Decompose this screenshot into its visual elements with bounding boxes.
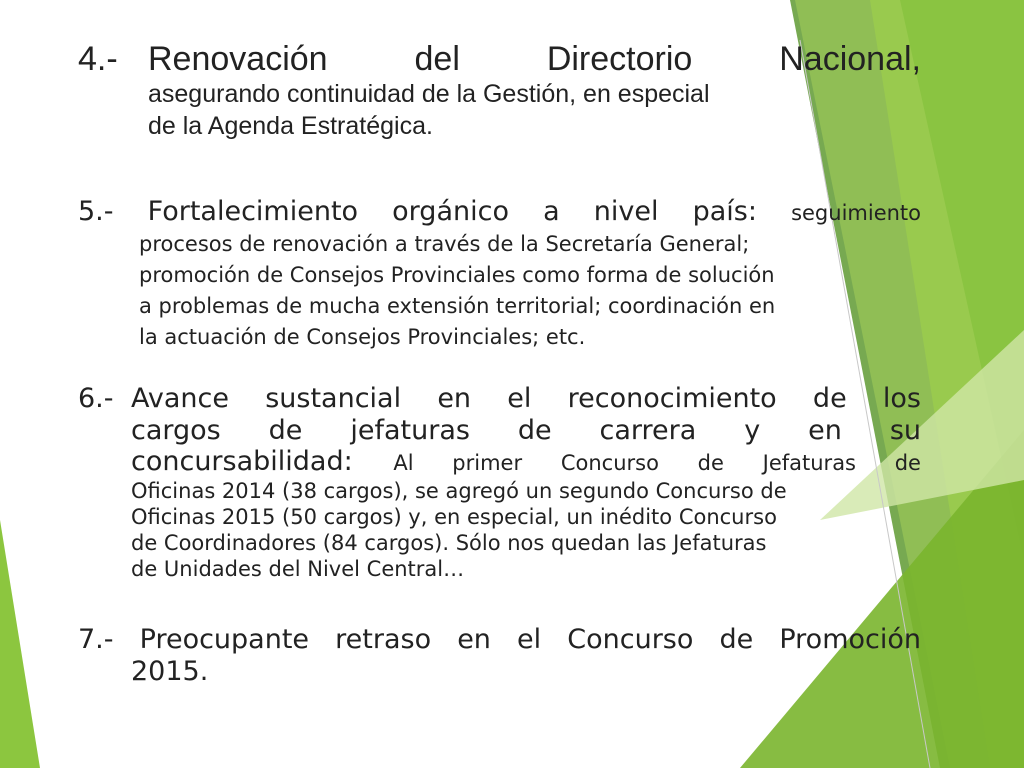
item-5-lead: Fortalecimiento orgánico a nivel país: — [147, 196, 757, 227]
item-4-number: 4.- — [78, 40, 118, 78]
item-6-line: de Coordinadores (84 cargos). Sólo nos quedan las Jefaturas — [131, 531, 767, 555]
item-7-text: Preocupante retraso en el Concurso de Promoción — [139, 624, 921, 655]
item-6-mixed-line — [131, 447, 921, 478]
item-7-line: 2015. — [131, 656, 209, 687]
item-6-lead-rest: Al primer Concurso de Jefaturas de — [393, 451, 921, 475]
item-7-first-line — [78, 624, 921, 656]
item-5-lead-rest: seguimiento — [791, 201, 921, 225]
item-7 — [78, 624, 921, 688]
item-6-line: Oficinas 2015 (50 cargos) y, en especial, un inédito Concurso — [131, 505, 777, 529]
item-5-line: procesos de renovación a través de la Secretaría General; — [139, 232, 750, 256]
item-7-number: 7.- — [78, 624, 114, 655]
item-5-number: 5.- — [78, 196, 114, 227]
item-5-line: la actuación de Consejos Provinciales; etc. — [139, 325, 586, 349]
item-4-line: de la Agenda Estratégica. — [148, 112, 433, 140]
item-4-line: asegurando continuidad de la Gestión, en especial — [148, 80, 710, 108]
item-5-line: a problemas de mucha extensión territorial; coordinación en — [139, 294, 776, 318]
item-4 — [78, 40, 921, 142]
item-5-line: promoción de Consejos Provinciales como forma de solución — [139, 263, 775, 287]
item-6-lead: concursabilidad: — [131, 446, 353, 477]
item-6-heading-line: Avance sustancial en el reconocimiento de los — [131, 383, 921, 414]
left-stripe — [0, 520, 40, 768]
item-4-heading: Renovación del Directorio Nacional, — [148, 40, 921, 78]
item-6-heading-line: cargos de jefaturas de carrera y en su — [131, 415, 921, 446]
item-6-number: 6.- — [78, 383, 114, 414]
item-6-line: de Unidades del Nivel Central… — [131, 557, 465, 581]
item-5 — [78, 196, 921, 353]
item-5-first-line — [78, 196, 921, 229]
item-6-line: Oficinas 2014 (38 cargos), se agregó un segundo Concurso de — [131, 479, 787, 503]
item-6 — [78, 383, 921, 582]
